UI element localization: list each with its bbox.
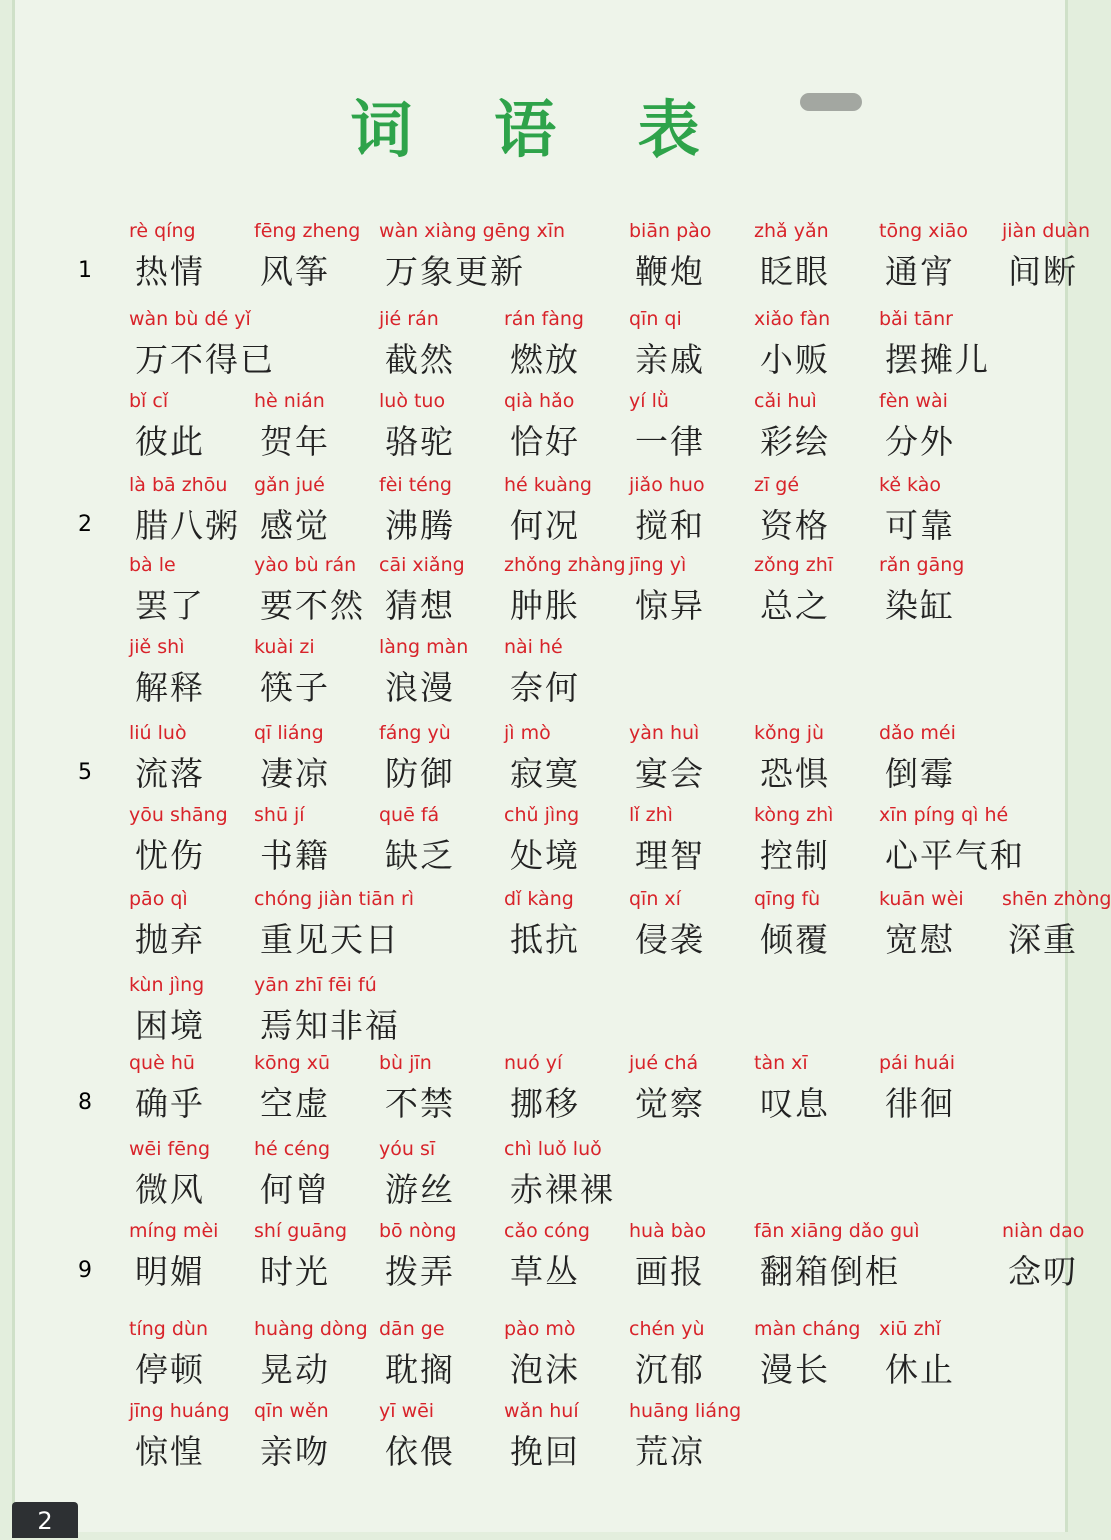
hanzi: 晃动 xyxy=(260,1350,330,1389)
pinyin: huàng dòng xyxy=(254,1318,368,1340)
pinyin: cǎo cóng xyxy=(504,1220,590,1242)
word-row xyxy=(0,474,1080,554)
word-row xyxy=(0,1400,1080,1480)
hanzi: 抛弃 xyxy=(135,920,205,959)
hanzi: 依偎 xyxy=(385,1432,455,1471)
hanzi: 不禁 xyxy=(385,1084,455,1123)
pinyin: wàn xiàng gēng xīn xyxy=(379,220,566,242)
hanzi: 抵抗 xyxy=(510,920,580,959)
hanzi: 资格 xyxy=(760,506,830,545)
pinyin: bǎi tānr xyxy=(879,308,953,330)
pinyin: nài hé xyxy=(504,636,563,658)
pinyin: nuó yí xyxy=(504,1052,563,1074)
hanzi: 挪移 xyxy=(510,1084,580,1123)
hanzi: 忧伤 xyxy=(135,836,205,875)
hanzi: 奈何 xyxy=(510,668,580,707)
hanzi: 休止 xyxy=(885,1350,955,1389)
hanzi: 处境 xyxy=(510,836,580,875)
pinyin: wǎn huí xyxy=(504,1400,579,1422)
hanzi: 分外 xyxy=(885,422,955,461)
pinyin: làng màn xyxy=(379,636,469,658)
hanzi: 赤裸裸 xyxy=(510,1170,615,1209)
pinyin: hè nián xyxy=(254,390,325,412)
pinyin: hé kuàng xyxy=(504,474,592,496)
pinyin: zhǎ yǎn xyxy=(754,220,829,242)
pinyin: jīng huáng xyxy=(129,1400,230,1422)
hanzi: 一律 xyxy=(635,422,705,461)
pinyin: jiǎo huo xyxy=(629,474,705,496)
pinyin: luò tuo xyxy=(379,390,446,412)
unit-number: 8 xyxy=(78,1090,92,1115)
pinyin: kě kào xyxy=(879,474,941,496)
hanzi: 焉知非福 xyxy=(260,1006,400,1045)
pinyin: chì luǒ luǒ xyxy=(504,1138,602,1160)
pinyin: qià hǎo xyxy=(504,390,575,412)
word-row xyxy=(0,390,1080,470)
pinyin: rè qíng xyxy=(129,220,196,242)
pinyin: cāi xiǎng xyxy=(379,554,465,576)
pinyin: jì mò xyxy=(504,722,551,744)
pinyin: kōng xū xyxy=(254,1052,331,1074)
pinyin: yí lǜ xyxy=(629,390,669,412)
hanzi: 罢了 xyxy=(135,586,205,625)
unit-number: 5 xyxy=(78,760,92,785)
hanzi: 何曾 xyxy=(260,1170,330,1209)
hanzi: 确乎 xyxy=(135,1084,205,1123)
pinyin: kǒng jù xyxy=(754,722,825,744)
hanzi: 缺乏 xyxy=(385,836,455,875)
hanzi: 游丝 xyxy=(385,1170,455,1209)
pinyin: huà bào xyxy=(629,1220,707,1242)
pinyin: qī liáng xyxy=(254,722,324,744)
hanzi: 要不然 xyxy=(260,586,365,625)
hanzi: 总之 xyxy=(760,586,830,625)
pinyin: fān xiāng dǎo guì xyxy=(754,1220,920,1242)
pinyin: màn cháng xyxy=(754,1318,861,1340)
hanzi: 搅和 xyxy=(635,506,705,545)
word-row xyxy=(0,888,1111,968)
pinyin: biān pào xyxy=(629,220,712,242)
hanzi: 热情 xyxy=(135,252,205,291)
pinyin: chǔ jìng xyxy=(504,804,580,826)
pinyin: bù jīn xyxy=(379,1052,432,1074)
word-row xyxy=(0,1220,1085,1300)
pinyin: yān zhī fēi fú xyxy=(254,974,377,996)
word-row xyxy=(0,220,1091,300)
pinyin: kòng zhì xyxy=(754,804,834,826)
hanzi: 空虚 xyxy=(260,1084,330,1123)
pinyin: zǒng zhī xyxy=(754,554,834,576)
pinyin: chén yù xyxy=(629,1318,705,1340)
hanzi: 沸腾 xyxy=(385,506,455,545)
word-row xyxy=(0,1052,1080,1132)
pinyin: cǎi huì xyxy=(754,390,817,412)
hanzi: 感觉 xyxy=(260,506,330,545)
pinyin: pāo qì xyxy=(129,888,188,910)
pinyin: bà le xyxy=(129,554,176,576)
hanzi: 心平气和 xyxy=(885,836,1025,875)
hanzi: 眨眼 xyxy=(760,252,830,291)
hanzi: 困境 xyxy=(135,1006,205,1045)
pinyin: fēng zheng xyxy=(254,220,361,242)
hanzi: 流落 xyxy=(135,754,205,793)
pinyin: dān ge xyxy=(379,1318,445,1340)
pinyin: wàn bù dé yǐ xyxy=(129,308,251,330)
hanzi: 耽搁 xyxy=(385,1350,455,1389)
hanzi: 草丛 xyxy=(510,1252,580,1291)
pinyin: xiǎo fàn xyxy=(754,308,831,330)
hanzi: 倒霉 xyxy=(885,754,955,793)
hanzi: 惊惶 xyxy=(135,1432,205,1471)
hanzi: 拨弄 xyxy=(385,1252,455,1291)
hanzi: 重见天日 xyxy=(260,920,400,959)
pinyin: yàn huì xyxy=(629,722,700,744)
pinyin: qīn xí xyxy=(629,888,681,910)
pinyin: jué chá xyxy=(629,1052,699,1074)
pinyin: bǐ cǐ xyxy=(129,390,169,412)
hanzi: 停顿 xyxy=(135,1350,205,1389)
unit-number: 9 xyxy=(78,1258,92,1283)
pinyin: bō nòng xyxy=(379,1220,457,1242)
page-number-badge: 2 xyxy=(12,1502,78,1538)
hanzi: 沉郁 xyxy=(635,1350,705,1389)
hanzi: 侵袭 xyxy=(635,920,705,959)
hanzi: 染缸 xyxy=(885,586,955,625)
hanzi: 万不得已 xyxy=(135,340,275,379)
word-row xyxy=(0,1318,1080,1398)
pinyin: chóng jiàn tiān rì xyxy=(254,888,415,910)
unit-number: 1 xyxy=(78,258,92,283)
hanzi: 明媚 xyxy=(135,1252,205,1291)
hanzi: 彩绘 xyxy=(760,422,830,461)
hanzi: 亲戚 xyxy=(635,340,705,379)
hanzi: 截然 xyxy=(385,340,455,379)
hanzi: 何况 xyxy=(510,506,580,545)
hanzi: 恰好 xyxy=(510,422,580,461)
hanzi: 小贩 xyxy=(760,340,830,379)
pinyin: jié rán xyxy=(379,308,439,330)
hanzi: 宴会 xyxy=(635,754,705,793)
hanzi: 风筝 xyxy=(260,252,330,291)
pinyin: yóu sī xyxy=(379,1138,436,1160)
hanzi: 漫长 xyxy=(760,1350,830,1389)
pinyin: kuān wèi xyxy=(879,888,964,910)
pinyin: kùn jìng xyxy=(129,974,205,996)
pinyin: zī gé xyxy=(754,474,800,496)
hanzi: 筷子 xyxy=(260,668,330,707)
hanzi: 倾覆 xyxy=(760,920,830,959)
pinyin: tàn xī xyxy=(754,1052,808,1074)
pinyin: xiū zhǐ xyxy=(879,1318,941,1340)
word-row xyxy=(0,554,1080,634)
pinyin: fèn wài xyxy=(879,390,948,412)
pinyin: lǐ zhì xyxy=(629,804,673,826)
hanzi: 恐惧 xyxy=(760,754,830,793)
pinyin: quē fá xyxy=(379,804,440,826)
hanzi: 挽回 xyxy=(510,1432,580,1471)
pinyin: rán fàng xyxy=(504,308,584,330)
pinyin: zhǒng zhàng xyxy=(504,554,626,576)
pinyin: pào mò xyxy=(504,1318,576,1340)
word-row xyxy=(0,636,1080,716)
hanzi: 控制 xyxy=(760,836,830,875)
hanzi: 理智 xyxy=(635,836,705,875)
hanzi: 荒凉 xyxy=(635,1432,705,1471)
pinyin: kuài zi xyxy=(254,636,315,658)
hanzi: 猜想 xyxy=(385,586,455,625)
hanzi: 肿胀 xyxy=(510,586,580,625)
pinyin: shū jí xyxy=(254,804,305,826)
word-row xyxy=(0,804,1080,884)
pinyin: huāng liáng xyxy=(629,1400,742,1422)
pinyin: qīn qi xyxy=(629,308,682,330)
pinyin: shí guāng xyxy=(254,1220,348,1242)
pinyin: míng mèi xyxy=(129,1220,219,1242)
hanzi: 翻箱倒柜 xyxy=(760,1252,900,1291)
hanzi: 觉察 xyxy=(635,1084,705,1123)
hanzi: 浪漫 xyxy=(385,668,455,707)
hanzi: 念叨 xyxy=(1008,1252,1078,1291)
pinyin: rǎn gāng xyxy=(879,554,965,576)
page-title: 词 语 表 xyxy=(350,93,730,166)
pinyin: tōng xiāo xyxy=(879,220,969,242)
pinyin: yī wēi xyxy=(379,1400,435,1422)
hanzi: 泡沫 xyxy=(510,1350,580,1389)
hanzi: 画报 xyxy=(635,1252,705,1291)
hanzi: 燃放 xyxy=(510,340,580,379)
hanzi: 可靠 xyxy=(885,506,955,545)
hanzi: 宽慰 xyxy=(885,920,955,959)
pinyin: fáng yù xyxy=(379,722,451,744)
pinyin: wēi fēng xyxy=(129,1138,211,1160)
word-row xyxy=(0,1138,1080,1218)
hanzi: 贺年 xyxy=(260,422,330,461)
pinyin: xīn píng qì hé xyxy=(879,804,1009,826)
pinyin: tíng dùn xyxy=(129,1318,209,1340)
word-row xyxy=(0,974,1080,1054)
pinyin: qīng fù xyxy=(754,888,821,910)
hanzi: 凄凉 xyxy=(260,754,330,793)
hanzi: 摆摊儿 xyxy=(885,340,990,379)
pinyin: jīng yì xyxy=(629,554,687,576)
pinyin: què hū xyxy=(129,1052,195,1074)
hanzi: 万象更新 xyxy=(385,252,525,291)
pinyin: shēn zhòng xyxy=(1002,888,1111,910)
pinyin: fèi téng xyxy=(379,474,452,496)
hanzi: 书籍 xyxy=(260,836,330,875)
hanzi: 深重 xyxy=(1008,920,1078,959)
hanzi: 鞭炮 xyxy=(635,252,705,291)
hanzi: 骆驼 xyxy=(385,422,455,461)
unit-number: 2 xyxy=(78,512,92,537)
pinyin: liú luò xyxy=(129,722,187,744)
pinyin: là bā zhōu xyxy=(129,474,228,496)
hanzi: 彼此 xyxy=(135,422,205,461)
pinyin: yào bù rán xyxy=(254,554,357,576)
hanzi: 叹息 xyxy=(760,1084,830,1123)
pinyin: dǐ kàng xyxy=(504,888,574,910)
pinyin: niàn dao xyxy=(1002,1220,1085,1242)
hanzi: 徘徊 xyxy=(885,1084,955,1123)
pinyin: qīn wěn xyxy=(254,1400,329,1422)
pinyin: pái huái xyxy=(879,1052,956,1074)
pinyin: jiě shì xyxy=(129,636,185,658)
hanzi: 寂寞 xyxy=(510,754,580,793)
pinyin: yōu shāng xyxy=(129,804,228,826)
hanzi: 间断 xyxy=(1008,252,1078,291)
hanzi: 通宵 xyxy=(885,252,955,291)
pinyin: gǎn jué xyxy=(254,474,325,496)
pinyin: jiàn duàn xyxy=(1002,220,1091,242)
pinyin: hé céng xyxy=(254,1138,331,1160)
word-row xyxy=(0,722,1080,802)
word-row xyxy=(0,308,1080,388)
hanzi: 腊八粥 xyxy=(135,506,240,545)
hanzi: 时光 xyxy=(260,1252,330,1291)
pinyin: dǎo méi xyxy=(879,722,956,744)
hanzi: 亲吻 xyxy=(260,1432,330,1471)
hanzi: 惊异 xyxy=(635,586,705,625)
hanzi: 防御 xyxy=(385,754,455,793)
hanzi: 解释 xyxy=(135,668,205,707)
hanzi: 微风 xyxy=(135,1170,205,1209)
